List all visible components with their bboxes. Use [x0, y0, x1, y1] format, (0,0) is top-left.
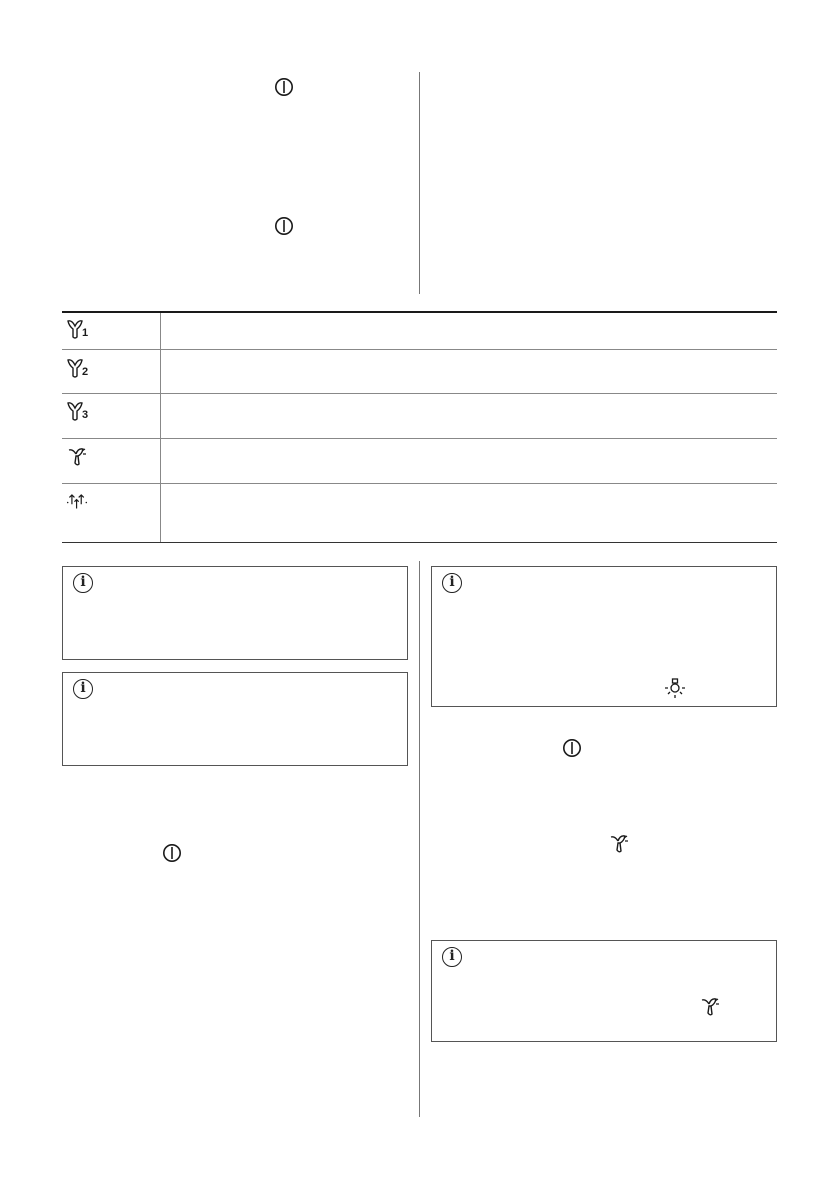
power-icon [562, 738, 582, 758]
info-icon: i [442, 947, 462, 967]
light-icon [664, 678, 686, 700]
fan-speed-subscript: 1 [82, 327, 89, 339]
info-note-box [431, 940, 777, 1042]
info-note-box [62, 566, 408, 660]
table-row-divider [62, 483, 777, 484]
power-icon [162, 843, 182, 863]
info-note-box [62, 672, 408, 766]
table-column-divider [160, 313, 161, 542]
info-icon: i [73, 679, 93, 699]
table-row-divider [62, 393, 777, 394]
fan-speed-1-icon [66, 318, 88, 340]
fan-speed-3-icon [66, 400, 88, 422]
fan-boost-icon [699, 996, 721, 1018]
fan-speed-subscript: 3 [82, 409, 89, 421]
info-note-box [431, 566, 777, 707]
column-divider-top [419, 72, 420, 294]
table-top-rule [62, 311, 777, 313]
fan-boost-icon [608, 833, 630, 855]
power-icon [274, 216, 294, 236]
fan-speed-2-icon [66, 357, 88, 379]
info-icon: i [442, 573, 462, 593]
fan-speed-subscript: 2 [82, 366, 89, 378]
table-row-divider [62, 438, 777, 439]
column-divider-bottom [419, 561, 420, 1117]
extraction-icon [66, 489, 88, 511]
power-icon [274, 77, 294, 97]
table-row-divider [62, 349, 777, 350]
info-icon: i [73, 573, 93, 593]
fan-boost-icon [66, 446, 88, 468]
table-bottom-rule [62, 542, 777, 543]
